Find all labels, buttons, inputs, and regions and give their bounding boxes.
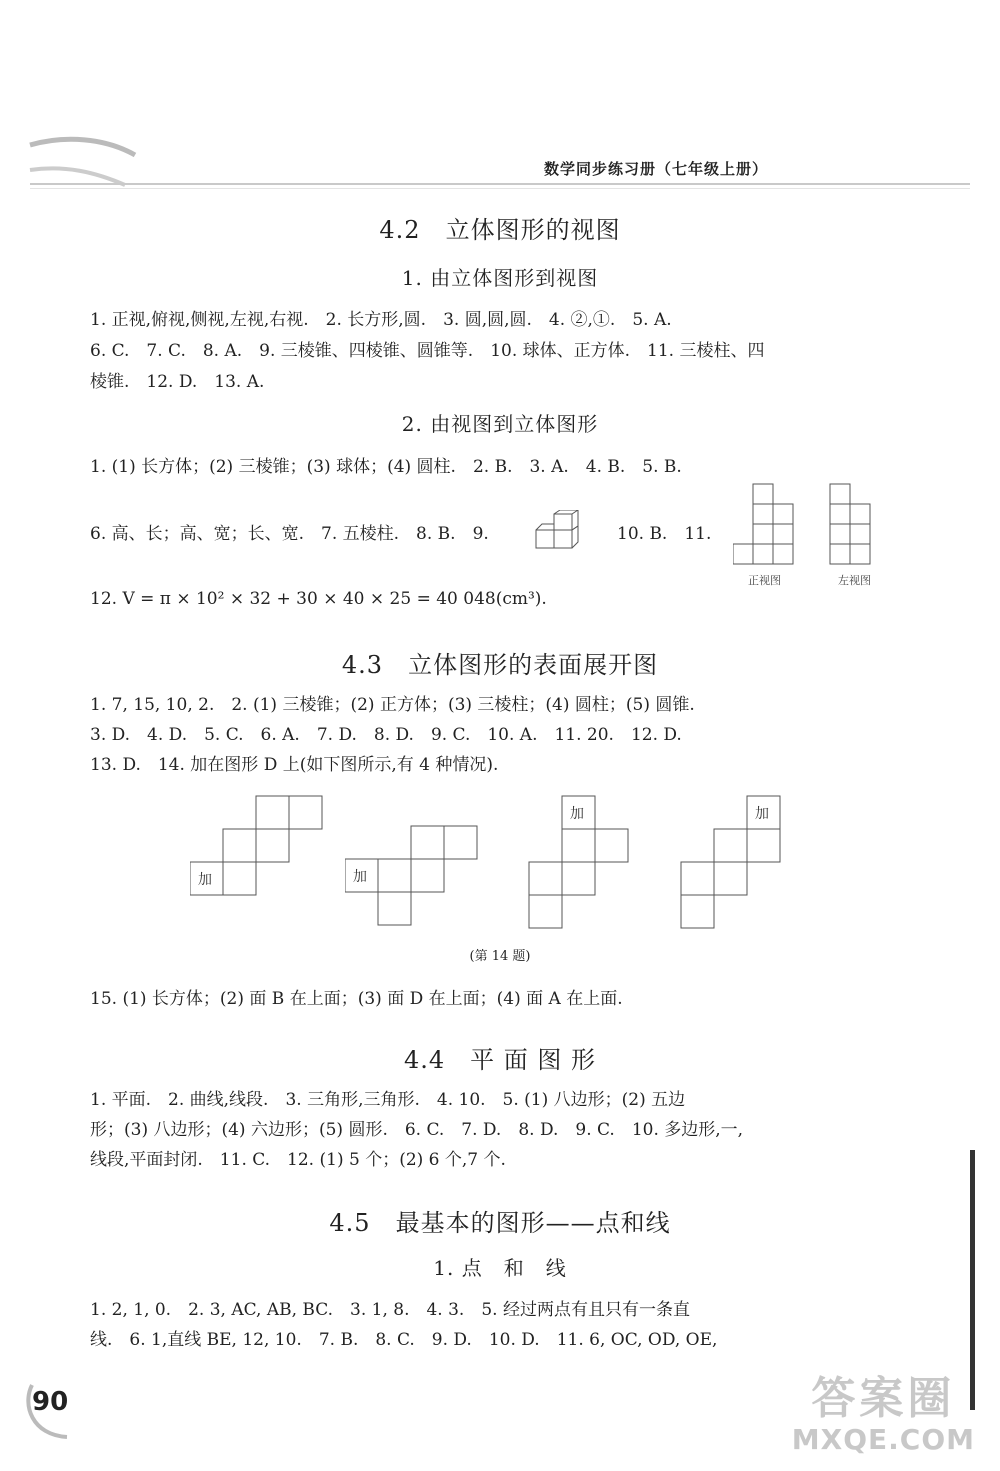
answer-line: 1. 正视,俯视,侧视,左视,右视. 2. 长方形,圆. 3. 圆,圆,圆. 4. ②,①. 5. A. [90, 310, 672, 330]
section-title-4-2: 4.2 立体图形的视图 [379, 216, 621, 244]
answer-line: 形；(3) 八边形；(4) 六边形；(5) 圆形. 6. C. 7. D. 8. D. 9. C. 10. 多边形,一, [90, 1120, 744, 1140]
figure-q11-front-view [733, 482, 803, 567]
figure-q11-left-view [828, 482, 878, 567]
header-rule-thin [30, 188, 970, 189]
answer-line-q10-11: 10. B. 11. [617, 524, 712, 544]
answer-line: 1. (1) 长方体；(2) 三棱锥；(3) 球体；(4) 圆柱. 2. B. 3. A. 4. B. 5. B. [90, 457, 682, 477]
net-label-add: 加 [570, 806, 584, 822]
answer-line: 1. 2, 1, 0. 2. 3, AC, AB, BC. 3. 1, 8. 4. 3. 5. 经过两点有且只有一条直 [90, 1300, 690, 1320]
figure-q14-net-1 [190, 795, 330, 900]
header-swoosh-decoration [25, 130, 165, 190]
subsection-title-4-5-1: 1. 点 和 线 [433, 1256, 567, 1280]
section-title-4-5: 4.5 最基本的图形——点和线 [329, 1209, 671, 1237]
subsection-title-4-2-1: 1. 由立体图形到视图 [401, 266, 599, 290]
answer-line: 6. C. 7. C. 8. A. 9. 三棱锥、四棱锥、圆锥等. 10. 球体、正方体. 11. 三棱柱、四 [90, 341, 765, 361]
header-rule [30, 183, 970, 185]
figure-q14-net-4 [680, 795, 785, 930]
page-edge-bar [970, 1150, 975, 1410]
net-label-add: 加 [198, 872, 212, 888]
net-label-add: 加 [353, 869, 367, 885]
answer-line-q12: 12. V = π × 10² × 32 + 30 × 40 × 25 = 40 048(cm³). [90, 589, 547, 609]
answer-line: 3. D. 4. D. 5. C. 6. A. 7. D. 8. D. 9. C. 10. A. 11. 20. 12. D. [90, 725, 682, 745]
section-title-4-4: 4.4 平 面 图 形 [403, 1046, 597, 1074]
figure-q14-net-2 [345, 825, 485, 930]
figure-q11-left-caption: 左视图 [838, 574, 871, 587]
answer-line-q6-9: 6. 高、长；高、宽；长、宽. 7. 五棱柱. 8. B. 9. [90, 524, 489, 544]
answer-line: 线. 6. 1,直线 BE, 12, 10. 7. B. 8. C. 9. D. 10. D. 11. 6, OC, OD, OE, [90, 1330, 718, 1350]
answer-line: 1. 7, 15, 10, 2. 2. (1) 三棱锥；(2) 正方体；(3) 三棱柱；(4) 圆柱；(5) 圆锥. [90, 695, 695, 715]
net-label-add: 加 [755, 806, 769, 822]
section-title-4-3: 4.3 立体图形的表面展开图 [341, 651, 659, 679]
figure-q14-net-3 [528, 795, 633, 930]
subsection-title-4-2-2: 2. 由视图到立体图形 [401, 412, 599, 436]
answer-line-q15: 15. (1) 长方体；(2) 面 B 在上面；(3) 面 D 在上面；(4) 面 A 在上面. [90, 989, 623, 1009]
figure-q9-cubes [533, 510, 593, 555]
page-number: 90 [32, 1387, 69, 1417]
watermark [792, 1375, 975, 1456]
figure-q14-caption: (第 14 题) [469, 949, 531, 964]
figure-q11-front-caption: 正视图 [748, 574, 781, 587]
answer-line: 1. 平面. 2. 曲线,线段. 3. 三角形,三角形. 4. 10. 5. (1) 八边形；(2) 五边 [90, 1090, 686, 1110]
answer-line: 棱锥. 12. D. 13. A. [90, 372, 265, 392]
book-title: 数学同步练习册（七年级上册） [543, 160, 768, 178]
watermark-logo-text: 答案圈 [811, 1373, 956, 1424]
answer-line: 13. D. 14. 加在图形 D 上(如下图所示,有 4 种情况). [90, 755, 499, 775]
watermark-url: MXQE.COM [791, 1423, 975, 1456]
answer-line: 线段,平面封闭. 11. C. 12. (1) 5 个；(2) 6 个,7 个. [90, 1150, 506, 1170]
